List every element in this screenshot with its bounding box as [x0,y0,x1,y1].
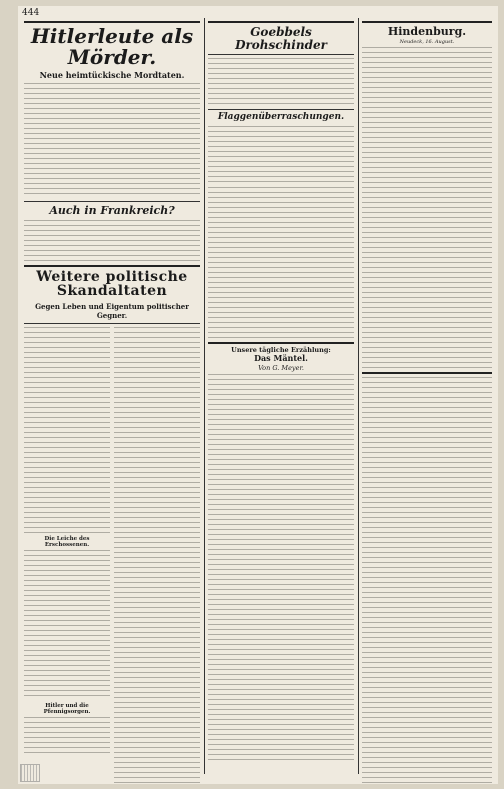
rule [24,265,200,267]
headline-goebbels: Goebbels Drohschinder [235,25,327,52]
rule [208,109,354,110]
newspaper-page [18,6,498,784]
subheadline-gegen-leben: Gegen Leben und Eigentum politischer Gegner. [35,301,189,320]
article-body-6 [114,327,200,784]
story-title: Das Mäntel. [254,353,308,364]
story-continuation [362,377,492,784]
article-subcolumn-left [24,327,110,784]
section-erzaehlung: Unsere tägliche Erzählung: [231,345,331,354]
rule [208,342,354,344]
article-body-3 [24,327,110,533]
headline-hitlerleute: Hitlerleute als Mörder. [30,24,194,69]
rule [24,201,200,202]
article-body-4 [24,550,110,700]
column-right [362,18,492,784]
top-rule [24,21,200,23]
article-body-1 [24,83,200,198]
page-number: 444 [22,8,40,18]
article-body-goebbels-b [208,187,354,339]
section-leiche: Die Leiche des Erschossenen. [44,535,90,548]
archive-stamp-icon [20,764,40,782]
top-rule [208,21,354,23]
article-subcolumn-right [114,327,200,784]
column-rule-1 [204,18,205,774]
article-body-goebbels-a [208,58,354,106]
section-auch-in-frankreich: Auch in Frankreich? [49,204,175,217]
article-body-flaggen [208,126,354,184]
section-flaggen: Flaggenüberraschungen. [217,112,345,123]
article-body-5 [24,717,110,757]
section-pfennigsorgen: Hitler und die Pfennigsorgen. [43,702,91,715]
rule [362,372,492,374]
headline-hindenburg: Hindenburg. [387,25,467,38]
article-body-hindenburg [362,47,492,369]
column-left [24,18,200,784]
rule [24,323,200,324]
top-rule [362,21,492,23]
article-body-2 [24,220,200,262]
headline-skandaltaten: Weitere politische Skandaltaten [36,268,188,300]
story-author: Von G. Meyer. [258,363,304,372]
subheadline-mordtaten: Neue heimtückische Mordtaten. [39,70,185,80]
rule [208,54,354,55]
column-middle [208,18,354,760]
column-rule-2 [358,18,359,774]
story-body [208,374,354,760]
dateline: Neudeck, 16. August. [399,38,455,45]
two-column-article [24,327,200,784]
